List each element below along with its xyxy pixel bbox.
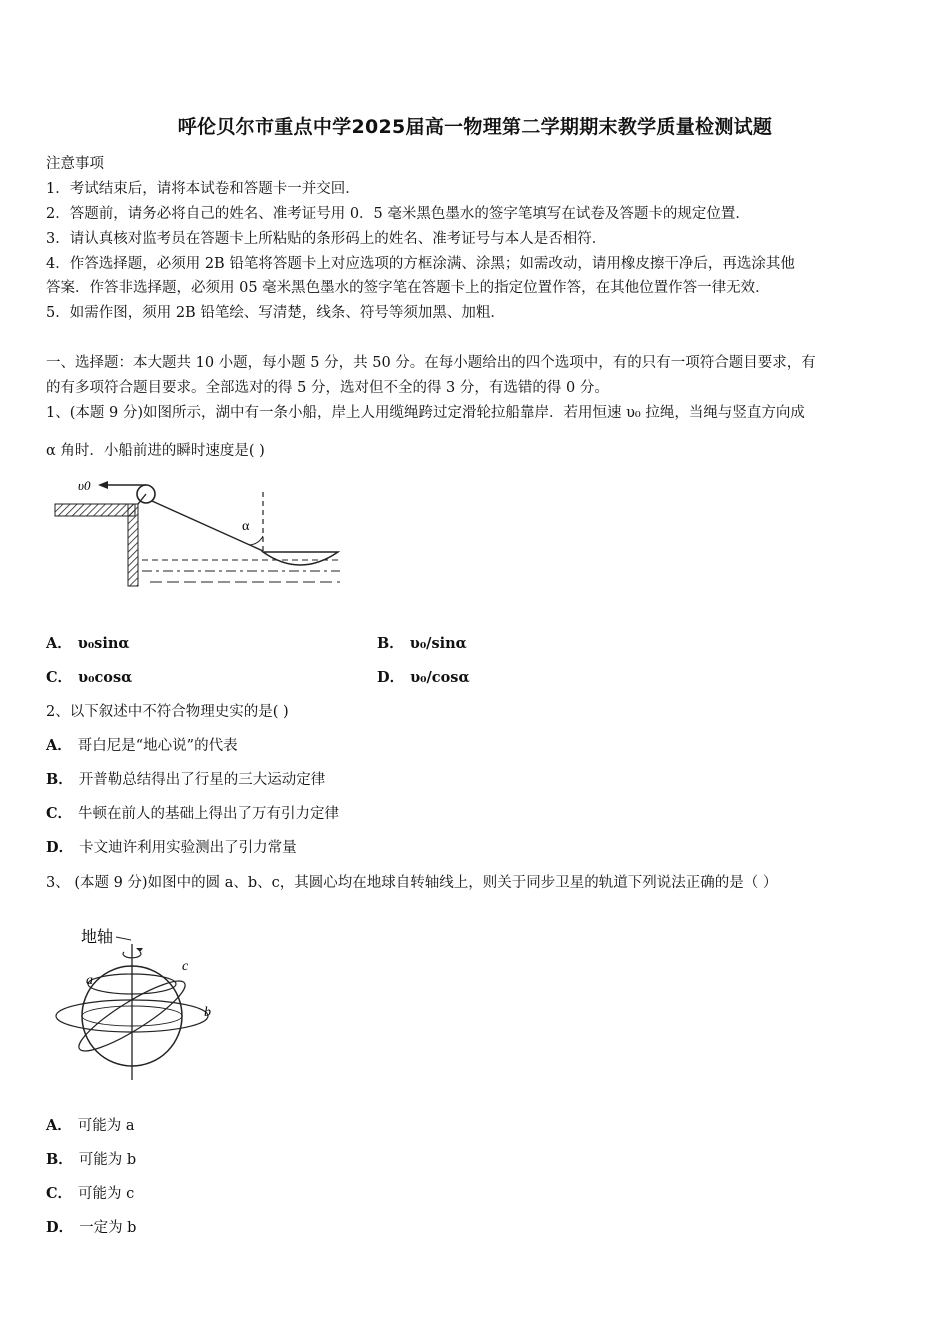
option-text: υ₀/sinα — [409, 635, 467, 652]
option-label: B． — [46, 1151, 73, 1168]
option-label: B． — [46, 771, 73, 788]
option-label: D． — [377, 669, 405, 686]
q1-option-b[interactable] — [377, 632, 467, 653]
option-text: 牛顿在前人的基础上得出了万有引力定律 — [78, 806, 340, 822]
orbit-b-label: b — [204, 1005, 211, 1020]
option-text: υ₀sinα — [77, 635, 130, 652]
section1-line: 一、选择题：本大题共 10 小题，每小题 5 分，共 50 分。在每小题给出的四个选项中，有的只有一项符合题目要求，有 — [46, 355, 816, 371]
q3-stem: 3、 (本题 9 分)如图中的圆 a、b、c，其圆心均在地球自转轴线上，则关于同步卫星的轨道下列说法正确的是（ ） — [46, 875, 778, 891]
option-label: A． — [46, 635, 72, 652]
option-text: υ₀cosα — [78, 669, 133, 686]
notice-item: 1．考试结束后，请将本试卷和答题卡一并交回． — [46, 181, 360, 197]
option-text: 哥白尼是“地心说”的代表 — [77, 738, 238, 754]
notice-item: 5．如需作图，须用 2B 铅笔绘、写清楚，线条、符号等须加黑、加粗． — [46, 305, 505, 321]
q1-option-c[interactable] — [46, 666, 132, 687]
section1-line: 的有多项符合题目要求。全部选对的得 5 分，选对但不全的得 3 分，有选错的得 0 分。 — [46, 380, 609, 396]
option-label: C． — [46, 1185, 73, 1202]
axis-label-pointer — [116, 937, 131, 940]
option-label: A． — [46, 737, 72, 754]
rotation-arrowhead — [136, 948, 143, 952]
option-label: C． — [46, 669, 73, 686]
q1-option-d[interactable] — [377, 666, 470, 687]
q3-option-d[interactable] — [46, 1216, 136, 1237]
q3-option-a[interactable] — [46, 1114, 135, 1135]
page-title: 呼伦贝尔市重点中学2025届高一物理第二学期期末教学质量检测试题 — [177, 116, 773, 138]
orbit-a-label: a — [86, 973, 93, 988]
q1-stem-line: 1、(本题 9 分)如图所示，湖中有一条小船，岸上人用缆绳跨过定滑轮拉船靠岸．若用恒速 υ₀ 拉绳，当绳与竖直方向成 — [46, 405, 805, 421]
q1-stem-line: α 角时．小船前进的瞬时速度是( ) — [46, 443, 265, 459]
q2-stem: 2、以下叙述中不符合物理史实的是( ) — [46, 704, 289, 720]
q2-option-c[interactable] — [46, 802, 339, 823]
velocity-arrow — [98, 481, 108, 489]
shore-wall — [128, 504, 138, 586]
notice-item: 答案．作答非选择题，必须用 05 毫米黑色墨水的签字笔在答题卡上的指定位置作答，在其他位置作答一律无效． — [46, 280, 770, 296]
q3-option-c[interactable] — [46, 1182, 134, 1203]
q2-option-a[interactable] — [46, 734, 238, 755]
option-text: 开普勒总结得出了行星的三大运动定律 — [78, 772, 326, 788]
option-label: C． — [46, 805, 73, 822]
notice-item: 3．请认真核对监考员在答题卡上所粘贴的条形码上的姓名、准考证号与本人是否相符． — [46, 231, 607, 247]
angle-arc — [249, 536, 263, 545]
alpha-label: α — [242, 519, 250, 534]
option-text: 卡文迪许利用实验测出了引力常量 — [79, 840, 297, 856]
option-text: 一定为 b — [79, 1220, 137, 1236]
orbit-c-label: c — [182, 959, 189, 974]
option-label: B． — [377, 635, 404, 652]
notice-heading: 注意事项 — [46, 156, 104, 172]
q2-option-d[interactable] — [46, 836, 297, 857]
option-text: 可能为 a — [77, 1118, 135, 1134]
q1-boat-pulley-figure — [50, 474, 350, 594]
axis-label: 地轴 — [81, 929, 114, 946]
notice-item: 2．答题前，请务必将自己的姓名、准考证号用 0．5 毫米黑色墨水的签字笔填写在试卷及答题卡的规定位置． — [46, 206, 750, 222]
q1-option-a[interactable] — [46, 632, 130, 653]
shore-ground — [55, 504, 135, 516]
option-text: υ₀/cosα — [410, 669, 470, 686]
notice-item: 4．作答选择题，必须用 2B 铅笔将答题卡上对应选项的方框涂满、涂黑；如需改动，请用橡皮擦干净后，再选涂其他 — [46, 256, 795, 272]
q3-earth-orbits-figure — [46, 904, 226, 1088]
q2-option-b[interactable] — [46, 768, 325, 789]
option-label: D． — [46, 839, 74, 856]
option-text: 可能为 c — [78, 1186, 135, 1202]
v0-label: υ0 — [78, 478, 91, 493]
q3-option-b[interactable] — [46, 1148, 136, 1169]
option-text: 可能为 b — [78, 1152, 137, 1168]
option-label: D． — [46, 1219, 74, 1236]
option-label: A． — [46, 1117, 72, 1134]
boat — [263, 552, 338, 565]
